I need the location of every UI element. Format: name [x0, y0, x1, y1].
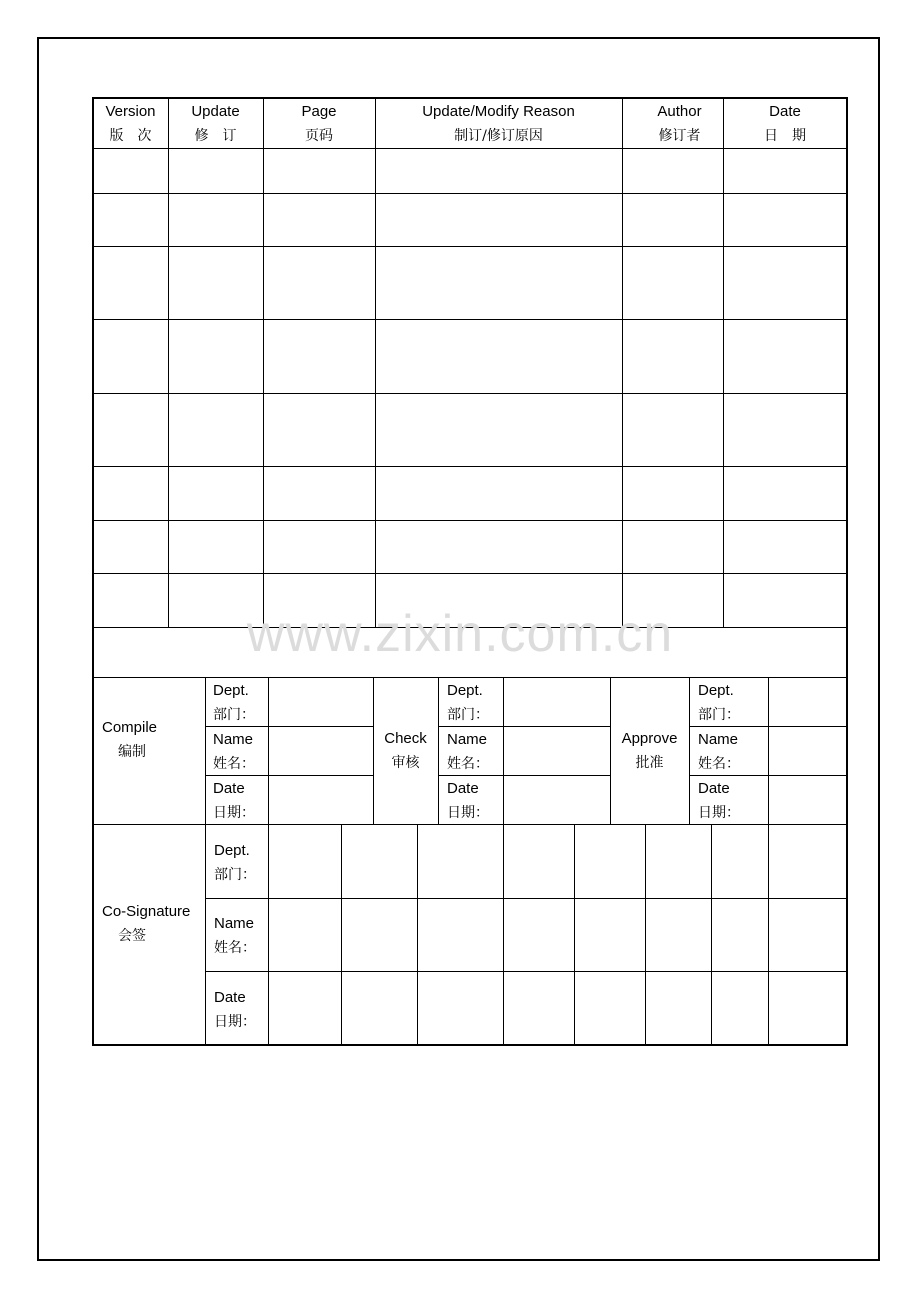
check-label: Check — [384, 730, 427, 747]
approve-dept-label-cn: 部门： — [698, 707, 740, 723]
header-version-cn: 版 次 — [109, 128, 152, 144]
header-reason: Update/Modify Reason — [422, 103, 575, 120]
cosign-name-label-cn: 姓名： — [214, 940, 256, 956]
row-divider — [205, 898, 847, 899]
watermark: www.zixin.com.cn — [246, 605, 674, 663]
check-label-cn: 审核 — [391, 755, 420, 771]
approve-date-label-cn: 日期： — [698, 805, 740, 821]
col-divider — [341, 824, 342, 1045]
row-divider — [93, 148, 847, 149]
col-divider — [205, 824, 206, 1045]
cosignature-label-cn: 会签 — [118, 928, 146, 944]
approve-label: Approve — [621, 730, 678, 747]
col-divider — [438, 677, 439, 824]
cosign-name-label: Name — [214, 915, 255, 932]
check-date-label-cn: 日期： — [447, 805, 489, 821]
header-date: Date — [769, 103, 801, 120]
row-divider — [93, 319, 847, 320]
check-dept-label: Dept. — [447, 682, 483, 699]
header-update: Update — [191, 103, 240, 120]
col-divider — [689, 677, 690, 824]
row-divider — [93, 520, 847, 521]
approve-date-label: Date — [698, 780, 730, 797]
compile-name-label-cn: 姓名： — [213, 756, 255, 772]
header-author-cn: 修订者 — [658, 128, 701, 144]
check-dept-label-cn: 部门： — [447, 707, 489, 723]
cosign-date-label: Date — [214, 989, 246, 1006]
row-divider — [93, 627, 847, 628]
compile-date-label: Date — [213, 780, 245, 797]
row-divider — [93, 677, 847, 678]
col-divider — [768, 824, 769, 1045]
col-divider — [268, 677, 269, 824]
check-name-label: Name — [447, 731, 488, 748]
compile-dept-label: Dept. — [213, 682, 249, 699]
header-author: Author — [657, 103, 702, 120]
col-divider — [768, 677, 769, 824]
col-divider — [574, 824, 575, 1045]
col-divider — [503, 824, 504, 1045]
col-divider — [205, 677, 206, 824]
cosign-date-label-cn: 日期： — [214, 1014, 256, 1030]
row-divider — [93, 246, 847, 247]
compile-label: Compile — [102, 719, 158, 736]
cosign-dept-label-cn: 部门： — [214, 867, 256, 883]
approve-name-label: Name — [698, 731, 739, 748]
approve-label-cn: 批准 — [635, 755, 664, 771]
row-divider — [93, 573, 847, 574]
check-date-label: Date — [447, 780, 479, 797]
col-divider — [168, 98, 169, 627]
compile-label-cn: 编制 — [118, 744, 146, 760]
col-divider — [503, 677, 504, 824]
compile-date-label-cn: 日期： — [213, 805, 255, 821]
col-divider — [711, 824, 712, 1045]
col-divider — [263, 98, 264, 627]
header-page: Page — [301, 103, 337, 120]
header-version: Version — [105, 103, 156, 120]
cosignature-label: Co-Signature — [102, 903, 191, 920]
col-divider — [417, 824, 418, 1045]
col-divider — [622, 98, 623, 627]
header-page-cn: 页码 — [305, 128, 333, 144]
compile-name-label: Name — [213, 731, 254, 748]
approve-dept-label: Dept. — [698, 682, 734, 699]
row-divider — [205, 971, 847, 972]
header-update-cn: 修 订 — [194, 128, 237, 144]
check-name-label-cn: 姓名： — [447, 756, 489, 772]
col-divider — [723, 98, 724, 627]
approve-name-label-cn: 姓名： — [698, 756, 740, 772]
row-divider — [93, 393, 847, 394]
col-divider — [645, 824, 646, 1045]
header-reason-cn: 制订/修订原因 — [454, 128, 543, 144]
header-date-cn: 日 期 — [764, 128, 806, 144]
compile-dept-label-cn: 部门： — [213, 707, 255, 723]
col-divider — [375, 98, 376, 627]
cosign-dept-label: Dept. — [214, 842, 250, 859]
row-divider — [93, 193, 847, 194]
row-divider — [93, 466, 847, 467]
col-divider — [268, 824, 269, 1045]
